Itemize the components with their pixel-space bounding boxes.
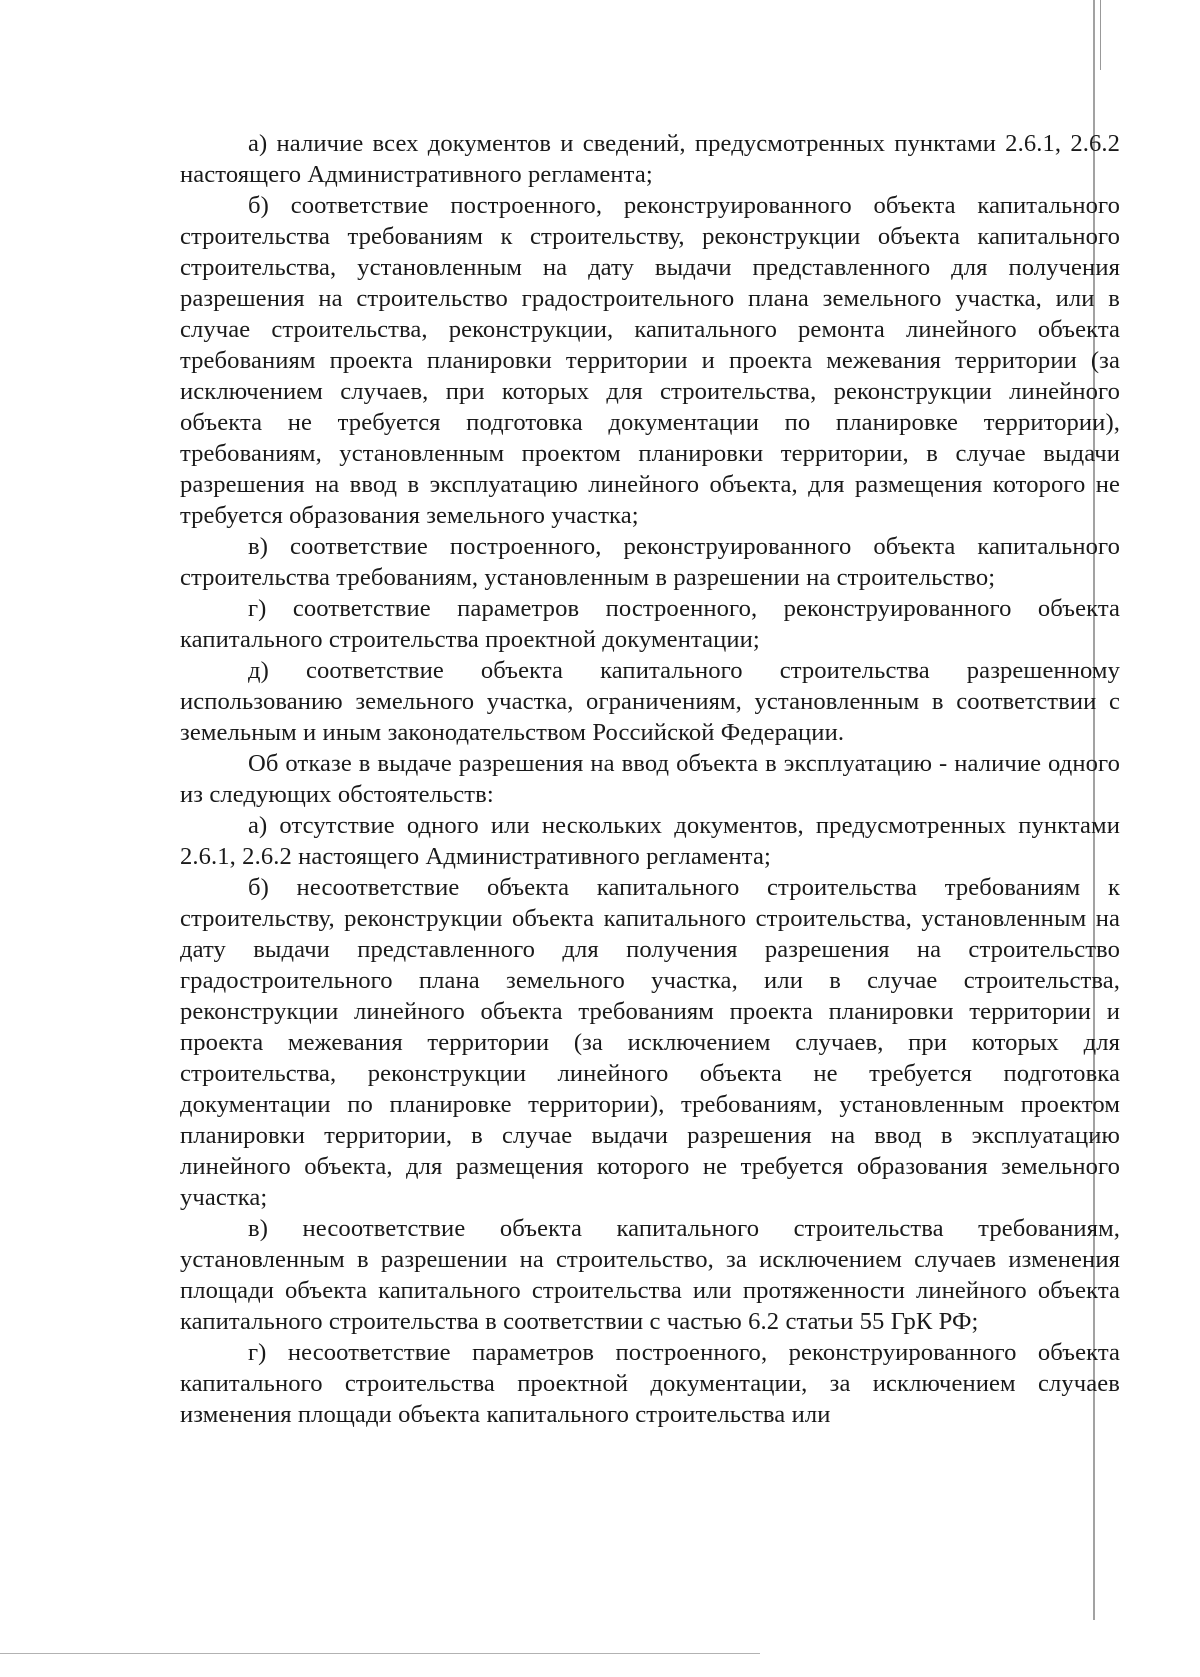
- scan-artifact-horizontal-line: [0, 1653, 760, 1654]
- scan-artifact-vertical-line-top: [1100, 0, 1101, 70]
- paragraph-refusal-v-noncompliance-permit: в) несоответствие объекта капитального строительства требованиям, установленным в разрешении на строительство, за исключением случаев изменения площади объекта капитального строительства или протяженности линейного объекта капитального строительства в соответствии с частью 6.2 статьи 55 ГрК РФ;: [180, 1215, 1120, 1335]
- paragraph-a-documents-present: а) наличие всех документов и сведений, предусмотренных пунктами 2.6.1, 2.6.2 настоящего Административного регламента;: [180, 130, 1120, 188]
- paragraph-v-compliance-permit: в) соответствие построенного, реконструированного объекта капитального строительства требованиям, установленным в разрешении на строительство;: [180, 533, 1120, 591]
- paragraph-b-compliance-requirements: б) соответствие построенного, реконструированного объекта капитального строительства требованиям к строительству, реконструкции объекта капитального строительства, установленным на дату выдачи представленного для получения разрешения на строительство градостроительного плана земельного участка, или в случае строительства, реконструкции, капитального ремонта линейного объекта требованиям проекта планировки территории и проекта межевания территории (за исключением случаев, при которых для строительства, реконструкции линейного объекта не требуется подготовка документации по планировке территории), требованиям, установленным проектом планировки территории, в случае выдачи разрешения на ввод в эксплуатацию линейного объекта, для размещения которого не требуется образования земельного участка;: [180, 192, 1120, 529]
- paragraph-refusal-intro: Об отказе в выдаче разрешения на ввод объекта в эксплуатацию - наличие одного из следующих обстоятельств:: [180, 750, 1120, 808]
- paragraph-d-compliance-land-use: д) соответствие объекта капитального строительства разрешенному использованию земельного участка, ограничениям, установленным в соответствии с земельным и иным законодательством Российской Федерации.: [180, 657, 1120, 746]
- paragraph-g-compliance-project-docs: г) соответствие параметров построенного, реконструированного объекта капитального строительства проектной документации;: [180, 595, 1120, 653]
- paragraph-refusal-a-missing-documents: а) отсутствие одного или нескольких документов, предусмотренных пунктами 2.6.1, 2.6.2 настоящего Административного регламента;: [180, 812, 1120, 870]
- paragraph-refusal-b-noncompliance-requirements: б) несоответствие объекта капитального строительства требованиям к строительству, реконструкции объекта капитального строительства, установленным на дату выдачи представленного для получения разрешения на строительство градостроительного плана земельного участка, или в случае строительства, реконструкции линейного объекта требованиям проекта планировки территории и проекта межевания территории (за исключением случаев, при которых для строительства, реконструкции линейного объекта не требуется подготовка документации по планировке территории), требованиям, установленным проектом планировки территории, в случае выдачи разрешения на ввод в эксплуатацию линейного объекта, для размещения которого не требуется образования земельного участка;: [180, 874, 1120, 1211]
- document-body: [180, 128, 1120, 1430]
- paragraph-refusal-g-noncompliance-project-docs: г) несоответствие параметров построенного, реконструированного объекта капитального строительства проектной документации, за исключением случаев изменения площади объекта капитального строительства или: [180, 1339, 1120, 1428]
